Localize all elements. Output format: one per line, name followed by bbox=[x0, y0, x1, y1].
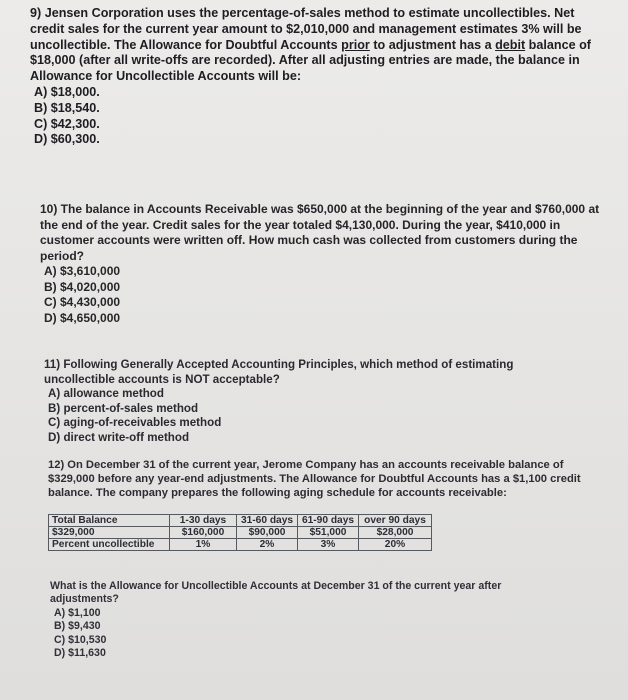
question-12 bbox=[48, 458, 583, 500]
table-cell: over 90 days bbox=[359, 515, 432, 527]
option-d: D) $11,630 bbox=[54, 647, 106, 660]
option-a: A) $3,610,000 bbox=[44, 264, 121, 278]
option-a: A) allowance method bbox=[48, 387, 164, 401]
table-cell: 20% bbox=[359, 539, 432, 551]
question-11-options bbox=[44, 387, 584, 445]
option-b: B) $4,020,000 bbox=[44, 279, 121, 294]
table-row bbox=[49, 515, 432, 527]
question-10-stem: 10) The balance in Accounts Receivable was $650,000 at the beginning of the year and $760,000 at the end of the year. Credit sales for the year totaled $4,130,000. During the year, $410,000 in customer accounts were written off. How much cash was collected from customers during the period? bbox=[40, 202, 600, 263]
table-cell: $160,000 bbox=[170, 527, 237, 539]
question-12-followup bbox=[50, 580, 570, 660]
question-9-options bbox=[30, 85, 612, 148]
option-b: B) $9,430 bbox=[54, 620, 101, 633]
question-12-options bbox=[50, 607, 570, 661]
table-cell: Percent uncollectible bbox=[49, 539, 170, 551]
option-d: D) $4,650,000 bbox=[44, 310, 121, 325]
option-b: B) percent-of-sales method bbox=[48, 401, 199, 415]
table-cell: 3% bbox=[298, 539, 359, 551]
table-cell: 1-30 days bbox=[170, 515, 237, 527]
option-a: A) $1,100 bbox=[54, 606, 101, 619]
question-12-question: What is the Allowance for Uncollectible Accounts at December 31 of the current year after adjustments? bbox=[50, 580, 502, 606]
option-d: D) $60,300. bbox=[34, 132, 100, 147]
table-cell: $28,000 bbox=[359, 527, 432, 539]
question-10 bbox=[40, 202, 600, 326]
question-10-options bbox=[40, 264, 600, 326]
question-9 bbox=[30, 6, 612, 148]
table-cell: $51,000 bbox=[298, 527, 359, 539]
table-cell: 2% bbox=[237, 539, 298, 551]
question-9-stem: 9) Jensen Corporation uses the percentage-of-sales method to estimate uncollectibles. Net credit sales for the current year amount to $2,010,000 and management estimates 3% will be uncollectible. The Allowance for Doubtful Accounts prior to adjustment has a debit balance of $18,000 (after all write-offs are recorded). After all adjusting entries are made, the balance in Allowance for Uncollectible Accounts will be: bbox=[30, 6, 591, 84]
option-b: B) $18,540. bbox=[34, 100, 100, 115]
table-row bbox=[49, 539, 432, 551]
option-c: C) $10,530 bbox=[54, 633, 107, 646]
option-c: C) $42,300. bbox=[34, 116, 100, 131]
question-11-stem: 11) Following Generally Accepted Accounting Principles, which method of estimating uncollectible accounts is NOT acceptable? bbox=[44, 358, 514, 386]
table-cell: Total Balance bbox=[49, 515, 170, 527]
table-cell: 31-60 days bbox=[237, 515, 298, 527]
table-cell: $329,000 bbox=[49, 527, 170, 539]
question-11 bbox=[44, 358, 584, 446]
table-cell: $90,000 bbox=[237, 527, 298, 539]
option-d: D) direct write-off method bbox=[48, 430, 190, 444]
question-12-stem: 12) On December 31 of the current year, Jerome Company has an accounts receivable balance of $329,000 before any year-end adjustments. The Allowance for Doubtful Accounts has a $1,100 credit balance. The company prepares the following aging schedule for accounts receivable: bbox=[48, 459, 581, 499]
option-c: C) aging-of-receivables method bbox=[48, 416, 222, 430]
option-a: A) $18,000. bbox=[34, 84, 100, 99]
aging-schedule-table bbox=[48, 514, 432, 551]
table-cell: 61-90 days bbox=[298, 515, 359, 527]
table-cell: 1% bbox=[170, 539, 237, 551]
option-c: C) $4,430,000 bbox=[44, 295, 121, 309]
table-row bbox=[49, 527, 432, 539]
